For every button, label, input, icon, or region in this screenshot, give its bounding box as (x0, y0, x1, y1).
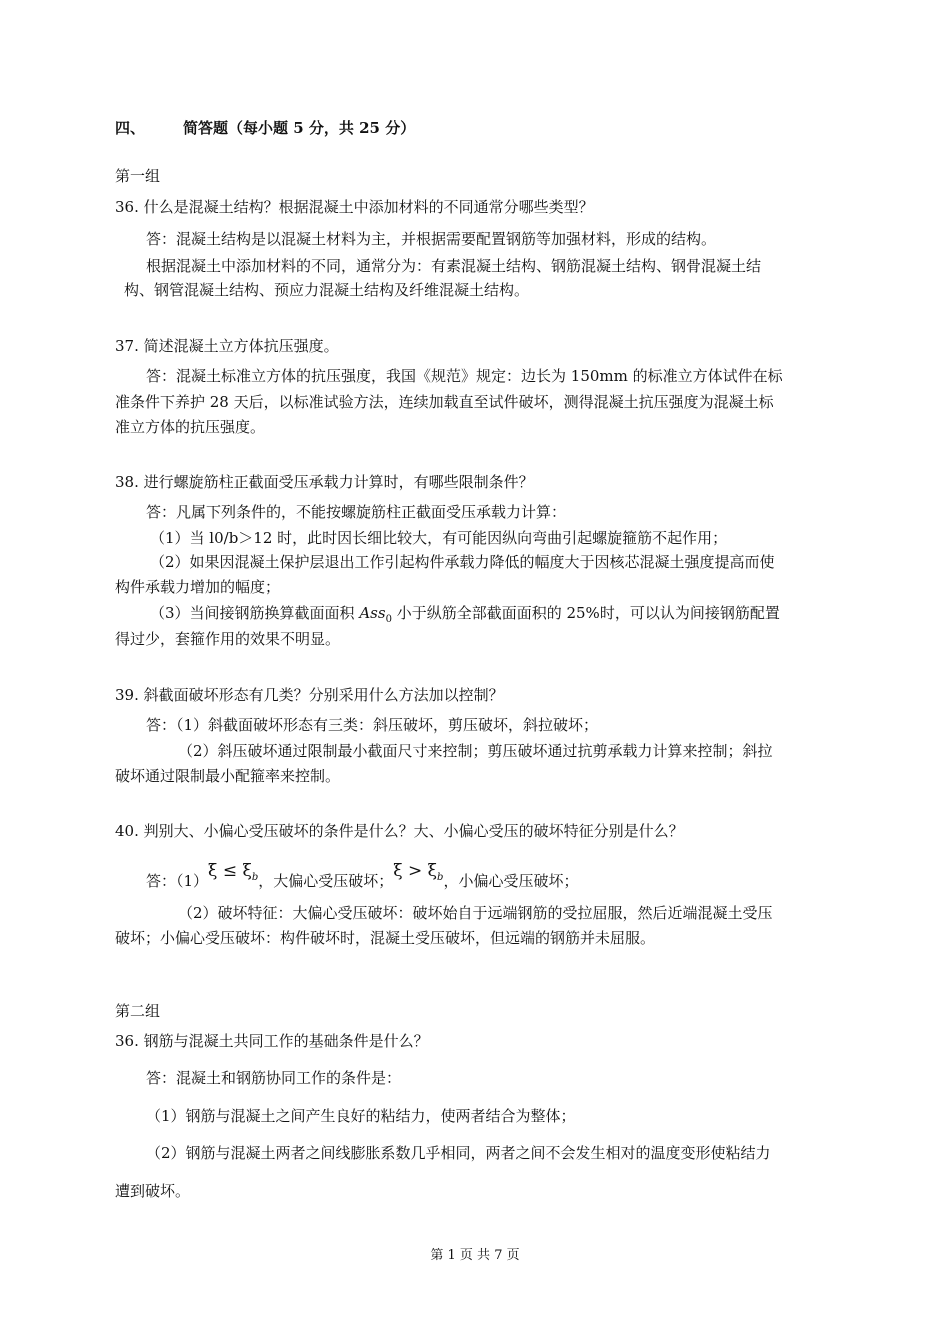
answer-line: 破坏通过限制最小配箍率来控制。 (115, 767, 341, 785)
answer-text: 答：（1） (146, 872, 209, 890)
group-label: 第一组 (115, 167, 161, 185)
answer-line: 遭到破坏。 (115, 1182, 191, 1200)
answer-line: （1）当 l0/b＞12 时，此时因长细比较大，有可能因纵向弯曲引起螺旋箍筋不起作用； (150, 529, 728, 547)
answer-text: ，大偏心受压破坏； (258, 872, 394, 890)
answer-line: 答：（1）斜截面破坏形态有三类：斜压破坏，剪压破坏，斜拉破坏； (146, 716, 599, 734)
answer-line: （2）钢筋与混凝土两者之间线膨胀系数几乎相同，两者之间不会发生相对的温度变形使粘结力 (146, 1144, 771, 1162)
answer-line: （2）破坏特征：大偏心受压破坏：破坏始自于远端钢筋的受拉屈服，然后近端混凝土受压 (178, 904, 773, 922)
page-number: 第 1 页 共 7 页 (430, 1248, 520, 1263)
answer-line (150, 603, 780, 630)
answer-line: 答：混凝土结构是以混凝土材料为主，并根据需要配置钢筋等加强材料，形成的结构。 (146, 230, 717, 248)
answer-line: 准立方体的抗压强度。 (115, 418, 266, 436)
question-37: 37. 简述混凝土立方体抗压强度。 (115, 337, 339, 355)
section-number: 四、 (115, 119, 146, 137)
question-39: 39. 斜截面破坏形态有几类？分别采用什么方法加以控制？ (115, 686, 504, 704)
answer-line: （2）如果因混凝土保护层退出工作引起构件承载力降低的幅度大于因核芯混凝土强度提高而使 (150, 553, 775, 571)
answer-line: （1）钢筋与混凝土之间产生良好的粘结力，使两者结合为整体； (146, 1107, 576, 1125)
question-40: 40. 判别大、小偏心受压破坏的条件是什么？大、小偏心受压的破坏特征分别是什么？ (115, 822, 684, 840)
answer-line: 破坏；小偏心受压破坏：构件破坏时，混凝土受压破坏，但远端的钢筋并未屈服。 (115, 929, 656, 947)
question-36: 36. 什么是混凝土结构？根据混凝土中添加材料的不同通常分哪些类型？ (115, 198, 594, 216)
answer-text: 小于纵筋全部截面面积的 25%时，可以认为间接钢筋配置 (391, 604, 780, 622)
answer-text: ，小偏心受压破坏； (443, 872, 579, 890)
answer-line: 答：凡属下列条件的，不能按螺旋筋柱正截面受压承载力计算： (146, 503, 567, 521)
answer-line: （2）斜压破坏通过限制最小截面尺寸来控制；剪压破坏通过抗剪承载力计算来控制；斜拉 (178, 742, 773, 760)
answer-line: 准条件下养护 28 天后，以标准试验方法，连续加载直至试件破坏，测得混凝土抗压强度为混凝土标 (115, 393, 774, 411)
group-label: 第二组 (115, 1002, 161, 1020)
answer-line: 构件承载力增加的幅度； (115, 578, 281, 596)
answer-line: 答：混凝土和钢筋协同工作的条件是： (146, 1069, 402, 1087)
formula-small-eccentric: $\xi > \xi_b$ (393, 861, 444, 883)
answer-line: 得过少，套箍作用的效果不明显。 (115, 630, 341, 648)
variable-ass: Ass (359, 604, 386, 622)
answer-line (146, 861, 579, 898)
question-38: 38. 进行螺旋筋柱正截面受压承载力计算时，有哪些限制条件？ (115, 473, 534, 491)
formula-large-eccentric: $\xi \le \xi_b$ (208, 861, 259, 883)
variable-subscript: 0 (385, 614, 392, 625)
answer-line: 根据混凝土中添加材料的不同，通常分为：有素混凝土结构、钢筋混凝土结构、钢骨混凝土结 (146, 257, 762, 275)
question-36-group2: 36. 钢筋与混凝土共同工作的基础条件是什么？ (115, 1032, 429, 1050)
section-title: 简答题（每小题 5 分，共 25 分） (183, 119, 416, 137)
answer-text: （3）当间接钢筋换算截面面积 (150, 604, 360, 622)
answer-line: 构、钢管混凝土结构、预应力混凝土结构及纤维混凝土结构。 (124, 281, 530, 299)
answer-line: 答：混凝土标准立方体的抗压强度，我国《规范》规定：边长为 150mm 的标准立方体试件在标 (146, 367, 783, 385)
